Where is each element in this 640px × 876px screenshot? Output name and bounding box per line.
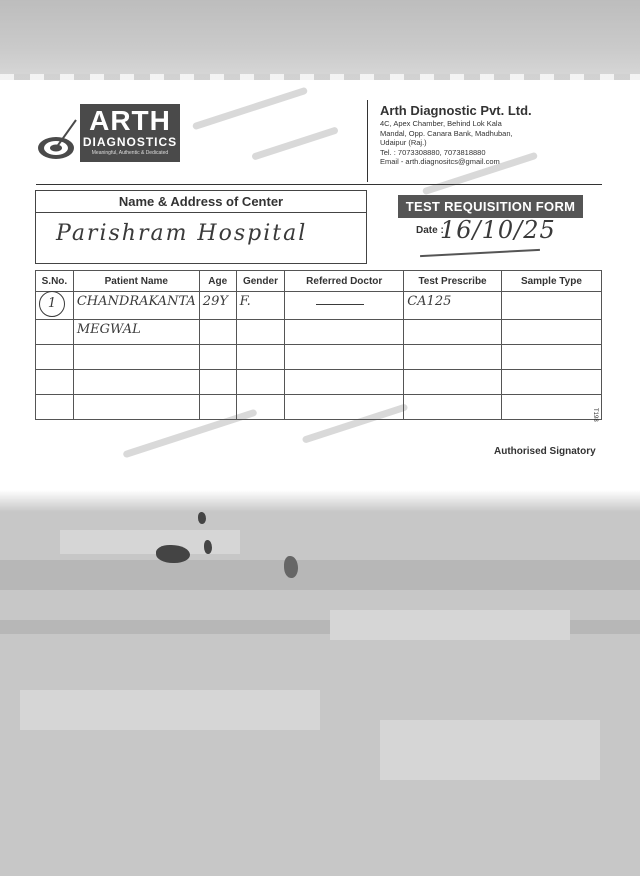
cell-age bbox=[199, 370, 236, 395]
cell-test bbox=[404, 370, 502, 395]
center-name-handwritten: Parishram Hospital bbox=[56, 221, 308, 246]
cell-sample bbox=[501, 370, 601, 395]
col-header-patient-name: Patient Name bbox=[73, 271, 199, 292]
header-rule bbox=[36, 184, 602, 185]
cell-doctor bbox=[285, 292, 404, 320]
cell-age bbox=[199, 320, 236, 345]
cell-doctor bbox=[285, 370, 404, 395]
cell-gender: F. bbox=[236, 292, 285, 320]
cell-patient bbox=[73, 370, 199, 395]
cell-test bbox=[404, 395, 502, 420]
cell-gender bbox=[236, 345, 285, 370]
company-info bbox=[380, 103, 620, 167]
cell-sample bbox=[501, 292, 601, 320]
cell-sno bbox=[36, 345, 74, 370]
col-header-sno: S.No. bbox=[36, 271, 74, 292]
cell-test bbox=[404, 345, 502, 370]
target-icon bbox=[36, 118, 80, 162]
cell-sno bbox=[36, 370, 74, 395]
cell-doctor bbox=[285, 395, 404, 420]
table-row bbox=[36, 395, 602, 420]
table-row bbox=[36, 370, 602, 395]
cell-sample bbox=[501, 395, 601, 420]
date-value-handwritten: 16/10/25 bbox=[440, 216, 556, 244]
cell-age bbox=[199, 395, 236, 420]
cell-gender bbox=[236, 320, 285, 345]
form-title: TEST REQUISITION FORM bbox=[398, 195, 583, 218]
requisition-table bbox=[35, 270, 602, 420]
cell-patient: MEGWAL bbox=[73, 320, 199, 345]
company-name: Arth Diagnostic Pvt. Ltd. bbox=[380, 103, 532, 118]
company-address-1: 4C, Apex Chamber, Behind Lok Kala bbox=[380, 119, 502, 128]
brand-logo bbox=[80, 104, 180, 162]
cell-test: CA125 bbox=[404, 292, 502, 320]
cell-sno bbox=[36, 320, 74, 345]
col-header-test-prescribe: Test Prescribe bbox=[404, 271, 502, 292]
date-underline bbox=[420, 249, 540, 257]
company-email: Email - arth.diagnositcs@gmail.com bbox=[380, 157, 500, 166]
date-label: Date : bbox=[416, 225, 444, 236]
cell-sample bbox=[501, 345, 601, 370]
cell-age bbox=[199, 345, 236, 370]
col-header-sample-type: Sample Type bbox=[501, 271, 601, 292]
cell-patient: CHANDRAKANTA bbox=[73, 292, 199, 320]
form-code: T198 bbox=[592, 408, 598, 422]
company-address-3: Udaipur (Raj.) bbox=[380, 138, 427, 147]
cell-doctor bbox=[285, 345, 404, 370]
cell-patient bbox=[73, 395, 199, 420]
center-heading: Name & Address of Center bbox=[36, 191, 366, 213]
doctor-dash bbox=[316, 304, 364, 305]
authorised-signatory-label: Authorised Signatory bbox=[494, 446, 596, 457]
scan-shadow-top bbox=[0, 0, 640, 80]
header-divider bbox=[367, 100, 368, 182]
cell-age: 29Y bbox=[199, 292, 236, 320]
company-phone: Tel. : 7073308880, 7073818880 bbox=[380, 147, 486, 157]
table-row bbox=[36, 320, 602, 345]
cell-doctor bbox=[285, 320, 404, 345]
cell-gender bbox=[236, 370, 285, 395]
col-header-referred-doctor: Referred Doctor bbox=[285, 271, 404, 292]
table-header-row bbox=[36, 271, 602, 292]
center-box bbox=[35, 190, 367, 264]
cell-gender bbox=[236, 395, 285, 420]
cell-sno bbox=[36, 395, 74, 420]
logo-tagline: Meaningful, Authentic & Dedicated bbox=[91, 150, 169, 156]
logo-subbrand-text: DIAGNOSTICS bbox=[82, 135, 178, 149]
table-row bbox=[36, 345, 602, 370]
logo-brand-text: ARTH bbox=[89, 105, 171, 136]
cell-test bbox=[404, 320, 502, 345]
table-row bbox=[36, 292, 602, 320]
company-address-2: Mandal, Opp. Canara Bank, Madhuban, bbox=[380, 128, 513, 138]
sno-circled: 1 bbox=[39, 291, 65, 317]
scan-shadow-bottom bbox=[0, 490, 640, 876]
cell-patient bbox=[73, 345, 199, 370]
scan-streak bbox=[251, 126, 339, 160]
col-header-gender: Gender bbox=[236, 271, 285, 292]
col-header-age: Age bbox=[199, 271, 236, 292]
cell-sample bbox=[501, 320, 601, 345]
cell-sno bbox=[36, 292, 74, 320]
scan-streak bbox=[192, 87, 308, 131]
